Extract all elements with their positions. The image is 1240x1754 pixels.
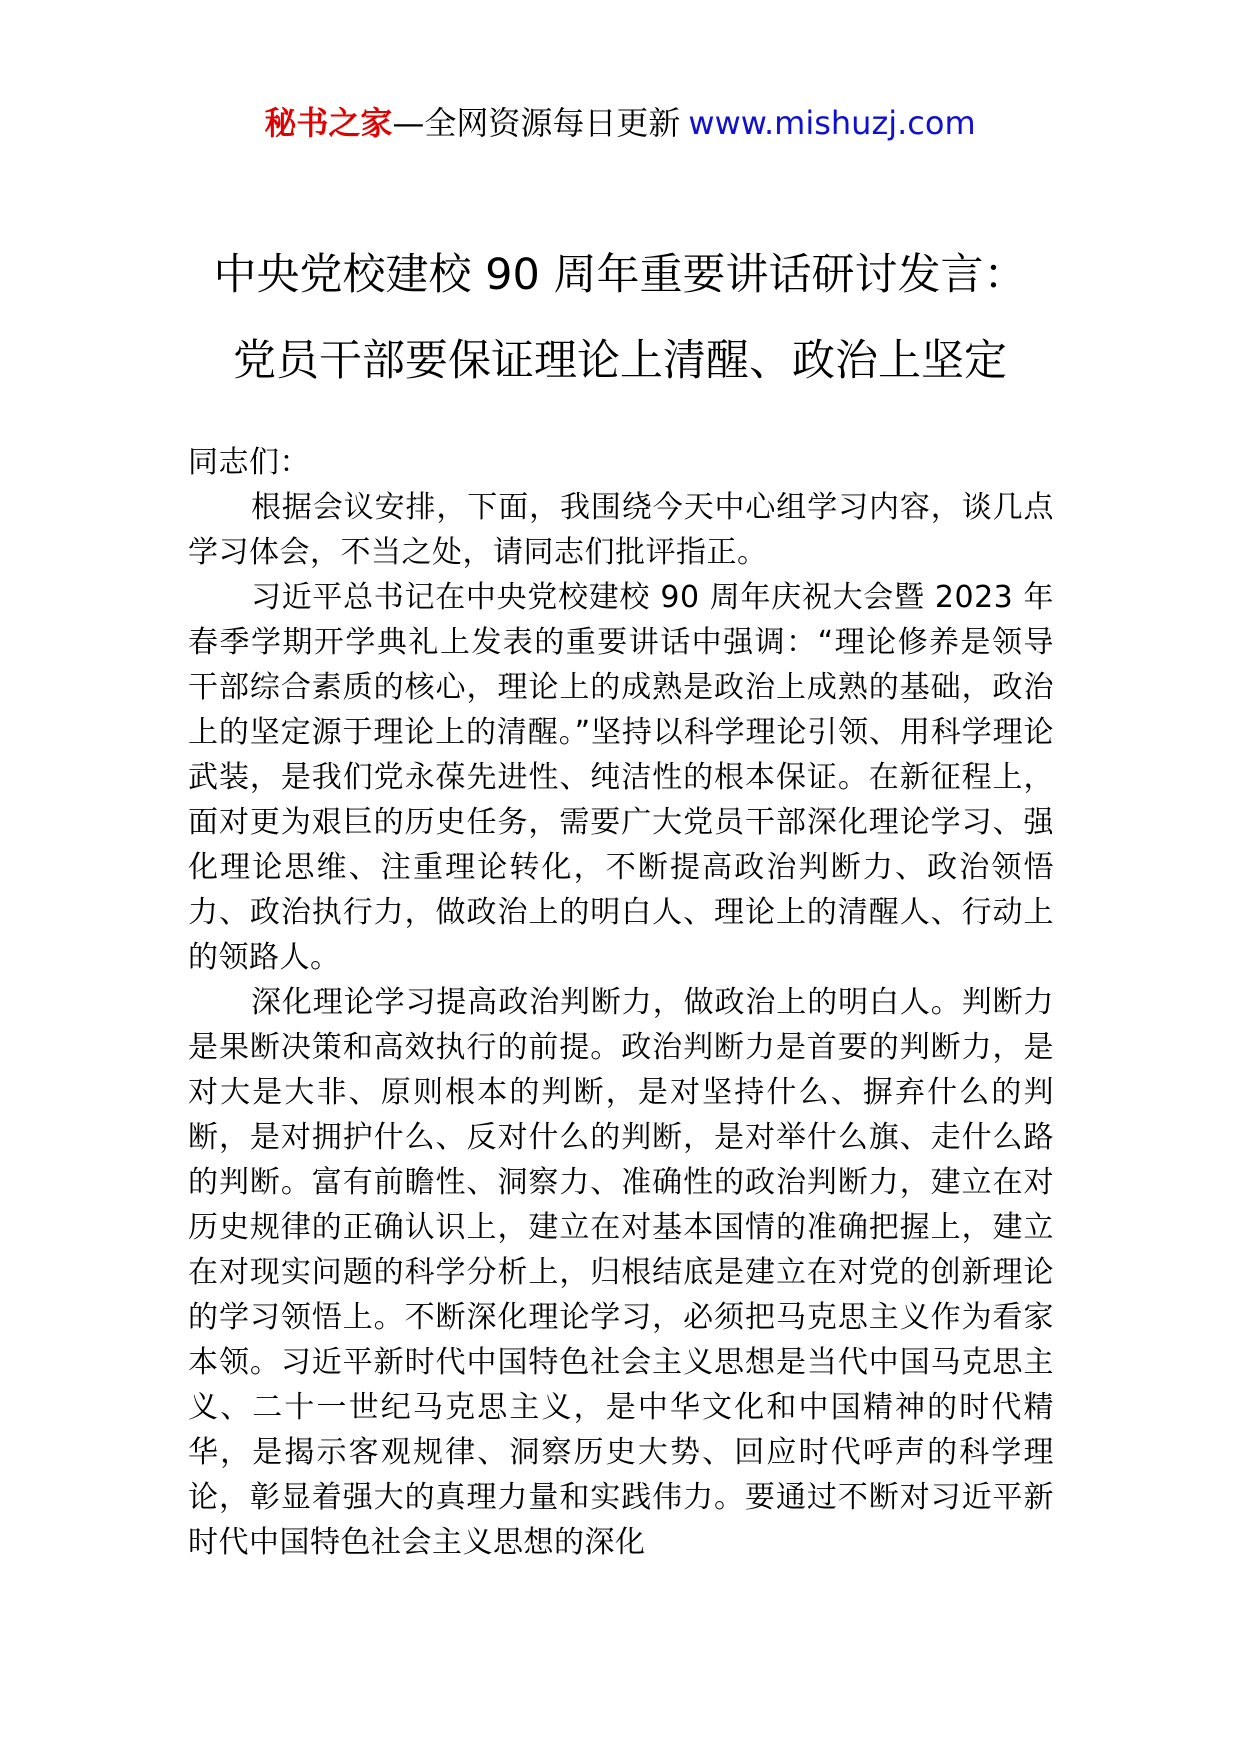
- paragraph-3: 深化理论学习提高政治判断力，做政治上的明白人。判断力是果断决策和高效执行的前提。政治判断力是首要的判断力，是对大是大非、原则根本的判断，是对坚持什么、摒弃什么的判断，是对拥护什么、反对什么的判断，是对举什么旗、走什么路的判断。富有前瞻性、洞察力、准确性的政治判断力，建立在对历史规律的正确认识上，建立在对基本国情的准确把握上，建立在对现实问题的科学分析上，归根结底是建立在对党的创新理论的学习领悟上。不断深化理论学习，必须把马克思主义作为看家本领。习近平新时代中国特色社会主义思想是当代中国马克思主义、二十一世纪马克思主义，是中华文化和中国精神的时代精华，是揭示客观规律、洞察历史大势、回应时代呼声的科学理论，彰显着强大的真理力量和实践伟力。要通过不断对习近平新时代中国特色社会主义思想的深化: [188, 985, 1054, 1560]
- paragraph-1: 根据会议安排，下面，我围绕今天中心组学习内容，谈几点学习体会，不当之处，请同志们批评指正。: [188, 490, 1054, 570]
- brand-name: 秘书之家: [264, 104, 393, 142]
- site-slogan: —全网资源每日更新: [392, 104, 681, 142]
- document-body: [188, 440, 1054, 1565]
- site-url-link[interactable]: www.mishuzj.com: [688, 104, 976, 142]
- salutation: 同志们：: [188, 445, 310, 480]
- title-line-2: 党员干部要保证理论上清醒、政治上坚定: [233, 336, 1007, 386]
- site-header: [0, 98, 1240, 148]
- document-title: [0, 232, 1240, 404]
- paragraph-2: 习近平总书记在中央党校建校 90 周年庆祝大会暨 2023 年春季学期开学典礼上发表的重要讲话中强调：“理论修养是领导干部综合素质的核心，理论上的成熟是政治上成熟的基础，政治上的坚定源于理论上的清醒。”坚持以科学理论引领、用科学理论武装，是我们党永葆先进性、纯洁性的根本保证。在新征程上，面对更为艰巨的历史任务，需要广大党员干部深化理论学习、强化理论思维、注重理论转化，不断提高政治判断力、政治领悟力、政治执行力，做政治上的明白人、理论上的清醒人、行动上的领路人。: [188, 580, 1054, 975]
- title-line-1: 中央党校建校 90 周年重要讲话研讨发言：: [213, 250, 1027, 300]
